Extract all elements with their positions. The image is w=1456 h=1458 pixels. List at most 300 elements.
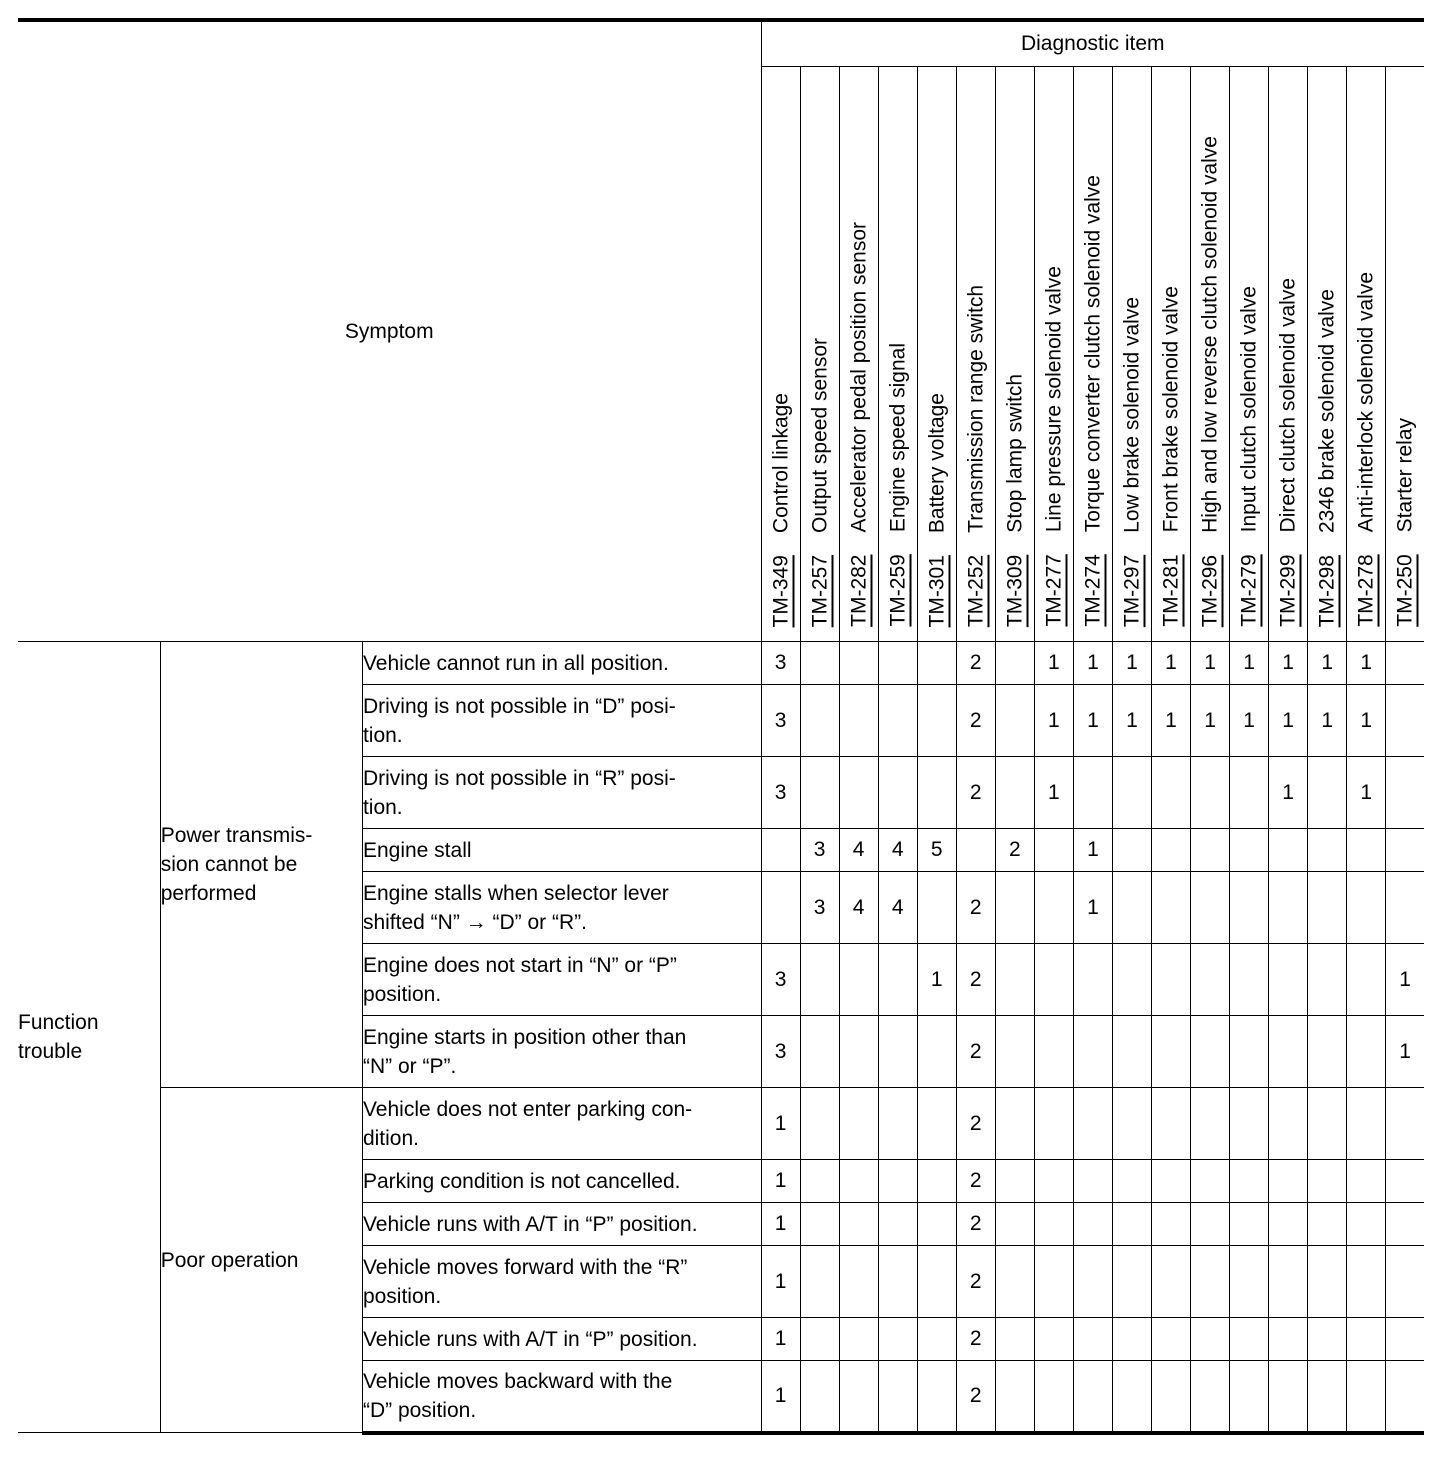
value-cell — [917, 1016, 956, 1088]
value-cell — [1112, 1203, 1151, 1246]
value-cell — [1308, 872, 1347, 944]
text-line: Vehicle runs with A/T in “P” position. — [362, 1212, 698, 1236]
text-line: tion. — [362, 795, 403, 819]
value-cell: 1 — [1073, 685, 1112, 757]
diagnostic-item-name: Line pressure solenoid valve — [1042, 266, 1066, 533]
value-cell — [1269, 1160, 1308, 1203]
value-cell: 1 — [761, 1160, 800, 1203]
value-cell: 1 — [1347, 642, 1386, 685]
value-cell — [761, 872, 800, 944]
value-cell: 1 — [1034, 757, 1073, 829]
diagnostic-item-name: Starter relay — [1393, 418, 1417, 533]
value-cell — [1073, 1088, 1112, 1160]
text-line: dition. — [362, 1126, 419, 1150]
value-cell — [1230, 1203, 1269, 1246]
text-line: position. — [362, 1284, 442, 1308]
value-cell: 1 — [1230, 642, 1269, 685]
value-cell — [1230, 829, 1269, 872]
value-cell — [1308, 944, 1347, 1016]
table-row — [18, 1088, 1424, 1160]
value-cell — [1073, 1361, 1112, 1433]
reference-link[interactable]: TM-257 — [808, 554, 832, 627]
value-cell — [800, 1160, 839, 1203]
value-cell: 1 — [1151, 685, 1190, 757]
value-cell — [1230, 757, 1269, 829]
diagnostic-item-label-wrap — [1113, 67, 1151, 627]
value-cell — [1386, 829, 1424, 872]
value-cell — [1112, 1246, 1151, 1318]
value-cell — [1347, 829, 1386, 872]
diagnostic-item-5 — [917, 67, 956, 642]
value-cell — [1347, 1361, 1386, 1433]
value-cell — [917, 1203, 956, 1246]
diagnostic-item-label — [1278, 278, 1299, 627]
value-cell: 4 — [839, 829, 878, 872]
value-cell: 1 — [1073, 872, 1112, 944]
diagnostic-item-label — [1317, 289, 1338, 627]
value-cell: 1 — [1347, 685, 1386, 757]
value-cell — [839, 1088, 878, 1160]
value-cell — [1308, 1160, 1347, 1203]
value-cell — [1347, 944, 1386, 1016]
reference-link[interactable]: TM-297 — [1120, 554, 1144, 627]
value-cell: 3 — [800, 829, 839, 872]
value-cell: 3 — [761, 944, 800, 1016]
diagnostic-item-label-wrap — [879, 67, 917, 627]
value-cell — [1386, 1318, 1424, 1361]
diagnostic-item-10 — [1112, 67, 1151, 642]
value-cell — [1073, 1016, 1112, 1088]
value-cell — [1386, 642, 1424, 685]
value-cell — [1151, 1088, 1190, 1160]
value-cell — [1034, 1246, 1073, 1318]
value-cell — [1151, 1246, 1190, 1318]
value-cell: 1 — [1191, 642, 1230, 685]
diagnostic-item-label-wrap — [996, 67, 1034, 627]
value-cell — [1191, 829, 1230, 872]
value-cell — [1308, 1088, 1347, 1160]
value-cell — [878, 1246, 917, 1318]
value-cell: 5 — [917, 829, 956, 872]
value-cell: 1 — [1112, 642, 1151, 685]
diagnostic-item-label-wrap — [1230, 67, 1268, 627]
value-cell — [995, 685, 1034, 757]
text-line: “N” or “P”. — [362, 1054, 457, 1078]
value-cell — [1269, 1203, 1308, 1246]
diagnostic-item-label — [1239, 286, 1260, 627]
value-cell — [995, 1246, 1034, 1318]
diagnostic-item-15 — [1308, 67, 1347, 642]
value-cell — [1230, 1160, 1269, 1203]
symptom-header: Symptom — [18, 20, 761, 642]
symptom-cell — [362, 829, 761, 872]
value-cell: 3 — [761, 757, 800, 829]
value-cell — [800, 944, 839, 1016]
reference-link[interactable]: TM-296 — [1198, 554, 1222, 627]
diagnostic-item-label — [1121, 297, 1142, 627]
value-cell — [1112, 872, 1151, 944]
diagnostic-item-8 — [1034, 67, 1073, 642]
value-cell — [1347, 1016, 1386, 1088]
diagnostic-item-name: Input clutch solenoid valve — [1237, 286, 1261, 533]
diagnostic-item-name: Front brake solenoid valve — [1159, 286, 1183, 533]
value-cell — [800, 1318, 839, 1361]
text-line: Engine stall — [362, 838, 472, 862]
value-cell — [800, 1361, 839, 1433]
table-body — [18, 642, 1424, 1433]
diagnostic-item-name: Direct clutch solenoid valve — [1276, 278, 1300, 533]
reference-link[interactable]: TM-250 — [1393, 554, 1417, 627]
value-cell — [1191, 1246, 1230, 1318]
text-line: trouble — [18, 1040, 83, 1063]
value-cell — [1191, 1016, 1230, 1088]
value-cell — [1230, 1088, 1269, 1160]
table-row — [18, 642, 1424, 685]
text-line: sion cannot be — [160, 853, 298, 876]
value-cell — [956, 829, 995, 872]
value-cell: 3 — [761, 1016, 800, 1088]
value-cell — [839, 757, 878, 829]
value-cell — [1034, 1088, 1073, 1160]
value-cell: 1 — [1073, 829, 1112, 872]
value-cell — [917, 1361, 956, 1433]
group-label — [160, 1088, 362, 1433]
diagnostic-item-header: Diagnostic item — [761, 20, 1424, 67]
reference-link[interactable]: TM-282 — [847, 554, 871, 627]
diagnostic-item-4 — [878, 67, 917, 642]
value-cell — [1191, 757, 1230, 829]
reference-link[interactable]: TM-281 — [1159, 554, 1183, 627]
text-line: shifted “N” → “D” or “R”. — [362, 910, 587, 934]
value-cell — [1191, 1318, 1230, 1361]
diagnostic-item-2 — [800, 67, 839, 642]
value-cell — [1073, 1203, 1112, 1246]
value-cell: 2 — [956, 1318, 995, 1361]
value-cell — [1073, 1160, 1112, 1203]
value-cell — [1386, 1203, 1424, 1246]
value-cell — [1308, 757, 1347, 829]
symptom-cell — [362, 872, 761, 944]
value-cell — [839, 944, 878, 1016]
value-cell — [839, 1160, 878, 1203]
value-cell — [1034, 1160, 1073, 1203]
value-cell: 3 — [800, 872, 839, 944]
value-cell — [1347, 1318, 1386, 1361]
value-cell — [1230, 1318, 1269, 1361]
text-line: position. — [362, 982, 442, 1006]
diagnostic-item-6 — [956, 67, 995, 642]
diagnostic-item-label — [926, 393, 947, 627]
value-cell — [800, 757, 839, 829]
reference-link[interactable]: TM-274 — [1081, 554, 1105, 627]
reference-link[interactable]: TM-279 — [1237, 554, 1261, 627]
value-cell — [1034, 1203, 1073, 1246]
value-cell — [800, 1203, 839, 1246]
value-cell — [800, 642, 839, 685]
diagnostic-item-11 — [1151, 67, 1190, 642]
value-cell — [1230, 1016, 1269, 1088]
value-cell — [1230, 944, 1269, 1016]
value-cell: 4 — [878, 872, 917, 944]
diagnostic-item-13 — [1230, 67, 1269, 642]
value-cell — [1034, 1361, 1073, 1433]
value-cell — [878, 1160, 917, 1203]
symptom-cell — [362, 944, 761, 1016]
diagnostic-item-label-wrap — [957, 67, 995, 627]
diagnostic-item-label — [1200, 136, 1221, 627]
value-cell: 2 — [956, 1361, 995, 1433]
value-cell — [1386, 757, 1424, 829]
value-cell — [917, 1088, 956, 1160]
value-cell — [1386, 872, 1424, 944]
value-cell: 4 — [878, 829, 917, 872]
value-cell — [1230, 872, 1269, 944]
diagnostic-item-label-wrap — [1269, 67, 1307, 627]
value-cell: 1 — [1191, 685, 1230, 757]
value-cell — [1269, 1016, 1308, 1088]
value-cell: 3 — [761, 642, 800, 685]
value-cell: 1 — [1269, 642, 1308, 685]
value-cell — [1230, 1361, 1269, 1433]
text-line: Engine stalls when selector lever — [362, 881, 669, 905]
value-cell: 2 — [956, 1088, 995, 1160]
reference-link[interactable]: TM-299 — [1276, 554, 1300, 627]
reference-link[interactable]: TM-298 — [1315, 554, 1339, 627]
value-cell — [1269, 1246, 1308, 1318]
value-cell — [1112, 757, 1151, 829]
diagnostic-item-17 — [1386, 67, 1424, 642]
value-cell: 1 — [1386, 944, 1424, 1016]
category-function-trouble — [18, 642, 160, 1433]
value-cell: 3 — [761, 685, 800, 757]
value-cell — [1347, 1246, 1386, 1318]
diagnostic-item-label — [770, 393, 791, 627]
value-cell — [1034, 829, 1073, 872]
diagnostic-item-label-wrap — [1347, 67, 1385, 627]
value-cell — [995, 1160, 1034, 1203]
value-cell — [878, 1203, 917, 1246]
value-cell: 2 — [995, 829, 1034, 872]
text-line: Vehicle runs with A/T in “P” position. — [362, 1327, 698, 1351]
value-cell: 1 — [1308, 642, 1347, 685]
value-cell — [1034, 1318, 1073, 1361]
diagnostic-item-label — [1395, 418, 1416, 627]
value-cell — [917, 1246, 956, 1318]
diagnostic-item-name: Low brake solenoid valve — [1120, 296, 1144, 533]
symptom-cell — [362, 1088, 761, 1160]
value-cell: 1 — [917, 944, 956, 1016]
value-cell: 1 — [761, 1203, 800, 1246]
value-cell — [1308, 1318, 1347, 1361]
value-cell: 1 — [1386, 1016, 1424, 1088]
value-cell — [1386, 1160, 1424, 1203]
value-cell — [839, 1203, 878, 1246]
value-cell — [1347, 872, 1386, 944]
value-cell — [1073, 944, 1112, 1016]
value-cell — [1151, 757, 1190, 829]
value-cell: 1 — [1269, 757, 1308, 829]
value-cell — [878, 642, 917, 685]
text-line: “D” position. — [362, 1398, 477, 1422]
value-cell — [917, 872, 956, 944]
diagnostic-item-name: 2346 brake solenoid valve — [1315, 288, 1339, 533]
diagnostic-item-label-wrap — [1386, 67, 1424, 627]
value-cell: 1 — [1151, 642, 1190, 685]
diagnostic-item-name: Output speed sensor — [808, 337, 832, 533]
value-cell — [1191, 1203, 1230, 1246]
value-cell — [1386, 685, 1424, 757]
diagnostic-item-label — [1043, 266, 1064, 627]
value-cell — [995, 642, 1034, 685]
value-cell: 2 — [956, 757, 995, 829]
value-cell — [1269, 944, 1308, 1016]
diagnostic-item-label — [1082, 175, 1103, 627]
diagnostic-item-name: Torque converter clutch solenoid valve — [1081, 175, 1105, 533]
reference-link[interactable]: TM-259 — [886, 554, 910, 627]
value-cell — [995, 944, 1034, 1016]
group-label — [160, 642, 362, 1088]
diagnostic-item-label-wrap — [1308, 67, 1346, 627]
value-cell — [1151, 1016, 1190, 1088]
value-cell — [1308, 1361, 1347, 1433]
diagnostic-item-label-wrap — [1191, 67, 1229, 627]
diagnostic-item-name: Accelerator pedal position sensor — [847, 222, 871, 533]
value-cell — [1034, 944, 1073, 1016]
value-cell: 2 — [956, 1016, 995, 1088]
text-line: Function — [18, 1011, 99, 1034]
value-cell — [761, 829, 800, 872]
value-cell — [1347, 1088, 1386, 1160]
value-cell — [839, 1361, 878, 1433]
value-cell — [1191, 944, 1230, 1016]
value-cell — [1112, 1088, 1151, 1160]
diagnostic-item-label — [848, 222, 869, 627]
diagnostic-item-name: Engine speed signal — [886, 343, 910, 533]
reference-link[interactable]: TM-278 — [1354, 554, 1378, 627]
value-cell: 1 — [761, 1318, 800, 1361]
value-cell: 2 — [956, 685, 995, 757]
value-cell — [1347, 1160, 1386, 1203]
diagnostic-item-16 — [1347, 67, 1386, 642]
diagnostic-item-label-wrap — [918, 67, 956, 627]
text-line: Driving is not possible in “D” posi- — [362, 694, 676, 718]
value-cell — [1151, 1160, 1190, 1203]
value-cell — [1269, 1318, 1308, 1361]
value-cell: 2 — [956, 944, 995, 1016]
value-cell — [1191, 872, 1230, 944]
reference-link[interactable]: TM-277 — [1042, 554, 1066, 627]
symptom-cell — [362, 1016, 761, 1088]
reference-link[interactable]: TM-301 — [925, 554, 949, 627]
value-cell — [995, 872, 1034, 944]
header-row-top — [18, 20, 1424, 67]
diagnostic-item-label-wrap — [1152, 67, 1190, 627]
value-cell: 1 — [761, 1088, 800, 1160]
value-cell — [839, 642, 878, 685]
value-cell: 1 — [1112, 685, 1151, 757]
diagnostic-item-name: Stop lamp switch — [1003, 373, 1027, 533]
value-cell — [1034, 1016, 1073, 1088]
value-cell — [1191, 1160, 1230, 1203]
text-line: Engine starts in position other than — [362, 1025, 687, 1049]
diagnostic-item-label-wrap — [762, 67, 800, 627]
value-cell — [917, 685, 956, 757]
value-cell — [1151, 944, 1190, 1016]
value-cell: 1 — [1308, 685, 1347, 757]
diagnostic-item-label-wrap — [1074, 67, 1112, 627]
value-cell: 1 — [1269, 685, 1308, 757]
symptom-cell — [362, 1246, 761, 1318]
reference-link[interactable]: TM-252 — [964, 554, 988, 627]
text-line: Parking condition is not cancelled. — [362, 1169, 681, 1193]
value-cell — [995, 757, 1034, 829]
value-cell — [800, 1088, 839, 1160]
diagnostic-item-9 — [1073, 67, 1112, 642]
diagnostic-item-label — [1004, 374, 1025, 627]
text-line: Vehicle moves forward with the “R” — [362, 1255, 688, 1279]
symptom-cell — [362, 685, 761, 757]
diagnostic-item-1 — [761, 67, 800, 642]
diagnostic-item-name: Transmission range switch — [964, 284, 988, 533]
value-cell: 1 — [1034, 642, 1073, 685]
value-cell: 1 — [761, 1361, 800, 1433]
value-cell — [1112, 944, 1151, 1016]
value-cell — [839, 1016, 878, 1088]
value-cell — [1073, 757, 1112, 829]
value-cell — [1308, 1016, 1347, 1088]
value-cell — [1112, 1016, 1151, 1088]
diagnostic-item-7 — [995, 67, 1034, 642]
text-line: Power transmis- — [160, 824, 313, 847]
diagnostic-item-name: Control linkage — [769, 392, 793, 533]
value-cell: 2 — [956, 1160, 995, 1203]
value-cell — [1308, 1246, 1347, 1318]
value-cell: 1 — [761, 1246, 800, 1318]
value-cell — [800, 1246, 839, 1318]
value-cell: 4 — [839, 872, 878, 944]
text-line: Vehicle does not enter parking con- — [362, 1097, 693, 1121]
value-cell — [1191, 1361, 1230, 1433]
symptom-cell — [362, 1318, 761, 1361]
value-cell — [878, 1016, 917, 1088]
value-cell: 1 — [1347, 757, 1386, 829]
reference-link[interactable]: TM-309 — [1003, 554, 1027, 627]
diagnostic-item-3 — [839, 67, 878, 642]
value-cell — [878, 685, 917, 757]
value-cell — [1151, 872, 1190, 944]
diagnostic-item-12 — [1191, 67, 1230, 642]
value-cell — [1112, 1318, 1151, 1361]
value-cell — [995, 1016, 1034, 1088]
diagnostic-item-label — [1356, 272, 1377, 627]
diagnostic-item-label-wrap — [801, 67, 839, 627]
value-cell — [1151, 1361, 1190, 1433]
value-cell — [878, 1361, 917, 1433]
value-cell — [1308, 1203, 1347, 1246]
text-line: Engine does not start in “N” or “P” — [362, 953, 677, 977]
value-cell — [1073, 1246, 1112, 1318]
value-cell — [995, 1203, 1034, 1246]
value-cell — [1386, 1246, 1424, 1318]
reference-link[interactable]: TM-349 — [769, 554, 793, 627]
value-cell — [1034, 872, 1073, 944]
value-cell — [1112, 1361, 1151, 1433]
value-cell — [878, 1318, 917, 1361]
value-cell: 1 — [1073, 642, 1112, 685]
value-cell — [839, 1318, 878, 1361]
value-cell — [1308, 829, 1347, 872]
diagnostic-item-label — [809, 338, 830, 627]
